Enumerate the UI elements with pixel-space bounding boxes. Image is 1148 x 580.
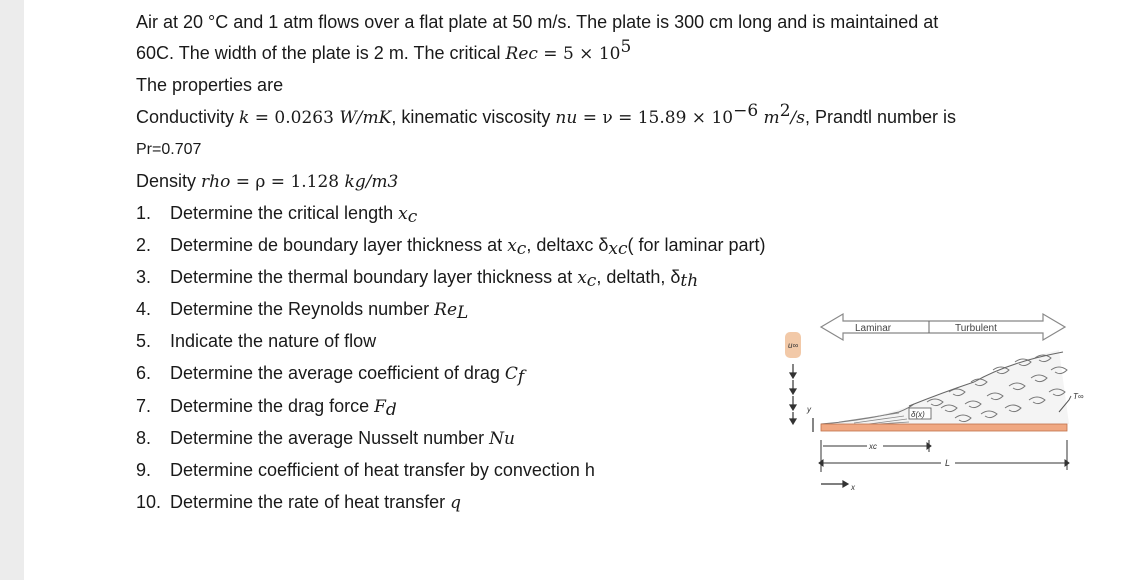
math-subscript: d (385, 400, 397, 420)
task-number: 3. (136, 267, 152, 287)
task-item (136, 362, 524, 385)
math-value: = ρ = 1.128 (230, 172, 345, 192)
task-number: 9. (136, 460, 152, 480)
problem-text: The properties are (136, 75, 284, 95)
problem-line-6 (136, 170, 398, 193)
math-rec: Rec (505, 44, 538, 64)
problem-text: Air at 20 °C and 1 atm flows over a flat plate at 50 m/s. The plate is 300 cm long and is maintained at (136, 12, 939, 32)
math-symbol: x (577, 268, 587, 288)
math-symbol: C (504, 364, 518, 384)
task-number: 5. (136, 331, 152, 351)
task-text: Determine the drag force (170, 396, 375, 416)
document-page (24, 0, 1148, 580)
task-text: Indicate the nature of flow (170, 331, 377, 351)
math-symbol: Nu (489, 429, 515, 449)
task-item (136, 298, 468, 321)
problem-text: Density (136, 171, 202, 191)
task-text: Determine the average Nusselt number (170, 428, 490, 448)
task-text: Determine de boundary layer thickness at (170, 235, 508, 255)
laminar-label: Laminar (855, 323, 892, 334)
problem-line-4 (136, 101, 957, 129)
math-unit: W/mK (339, 108, 392, 128)
task-number: 7. (136, 396, 152, 416)
boundary-layer-diagram (759, 300, 1084, 500)
task-item (136, 330, 376, 352)
L-label: L (945, 458, 951, 468)
math-value: = ν = 15.89 × 10 (577, 108, 734, 128)
flow-arrows (790, 364, 796, 424)
math-exponent: 2 (779, 101, 791, 121)
problem-line-1 (136, 11, 938, 33)
math-equation: = 5 × 10 (537, 44, 621, 64)
flat-plate (821, 424, 1067, 431)
task-number: 8. (136, 428, 152, 448)
u-infinity-label: u∞ (788, 341, 799, 350)
math-subscript: L (457, 303, 469, 323)
problem-text: Pr=0.707 (136, 141, 202, 158)
task-item (136, 266, 698, 289)
math-unit: m (758, 108, 780, 128)
math-subscript: xc (608, 239, 628, 259)
problem-line-5 (136, 139, 201, 161)
task-text: Determine the Reynolds number (170, 299, 435, 319)
task-text: Determine the rate of heat transfer (170, 492, 451, 512)
math-subscript: c (516, 239, 527, 259)
math-symbol: x (507, 236, 517, 256)
math-subscript: c (586, 271, 597, 291)
delta-label: δ(x) (911, 410, 925, 419)
task-text: Determine coefficient of heat transfer by convection h (170, 460, 595, 480)
task-item (136, 202, 417, 225)
task-text: Determine the thermal boundary layer thickness at (170, 267, 578, 287)
problem-line-3 (136, 74, 283, 96)
xc-label: xc (869, 442, 877, 451)
task-number: 6. (136, 363, 152, 383)
task-text: Determine the critical length (170, 203, 399, 223)
math-subscript: f (517, 367, 525, 387)
t-infinity-label: T∞ (1073, 392, 1084, 401)
math-symbol: q (450, 493, 462, 513)
math-value: = 0.0263 (249, 108, 340, 128)
task-text: ( for laminar part) (627, 235, 766, 255)
x-axis (821, 481, 848, 487)
task-text: , deltath, δ (596, 267, 681, 287)
math-symbol: x (398, 204, 408, 224)
math-k: k (239, 108, 250, 128)
task-number: 4. (136, 299, 152, 319)
task-number: 10. (136, 492, 162, 512)
task-item (136, 427, 515, 450)
task-number: 1. (136, 203, 152, 223)
problem-text: , Prandtl number is (804, 107, 957, 127)
problem-text: , kinematic viscosity (391, 107, 556, 127)
task-item (136, 491, 461, 514)
math-unit: kg/m3 (344, 172, 399, 192)
task-item (136, 234, 766, 257)
task-item (136, 459, 595, 481)
math-subscript: th (680, 271, 699, 291)
math-unit: /s (790, 108, 805, 128)
turbulent-label: Turbulent (955, 323, 997, 334)
math-rho: rho (201, 172, 231, 192)
math-symbol: Re (434, 300, 458, 320)
L-dimension (819, 440, 1069, 470)
y-axis-label: y (807, 405, 811, 414)
problem-text: 60C. The width of the plate is 2 m. The critical (136, 43, 506, 63)
task-number: 2. (136, 235, 152, 255)
math-exponent: 5 (620, 37, 632, 57)
math-exponent: −6 (733, 101, 759, 121)
task-text: , deltaxc δ (526, 235, 609, 255)
task-item (136, 395, 397, 418)
math-nu: nu (555, 108, 578, 128)
problem-text: Conductivity (136, 107, 240, 127)
math-symbol: F (374, 397, 386, 417)
x-axis-label: x (851, 483, 855, 492)
math-subscript: c (407, 207, 418, 227)
boundary-layer (821, 350, 1069, 424)
task-text: Determine the average coefficient of drag (170, 363, 505, 383)
problem-line-2 (136, 37, 632, 65)
